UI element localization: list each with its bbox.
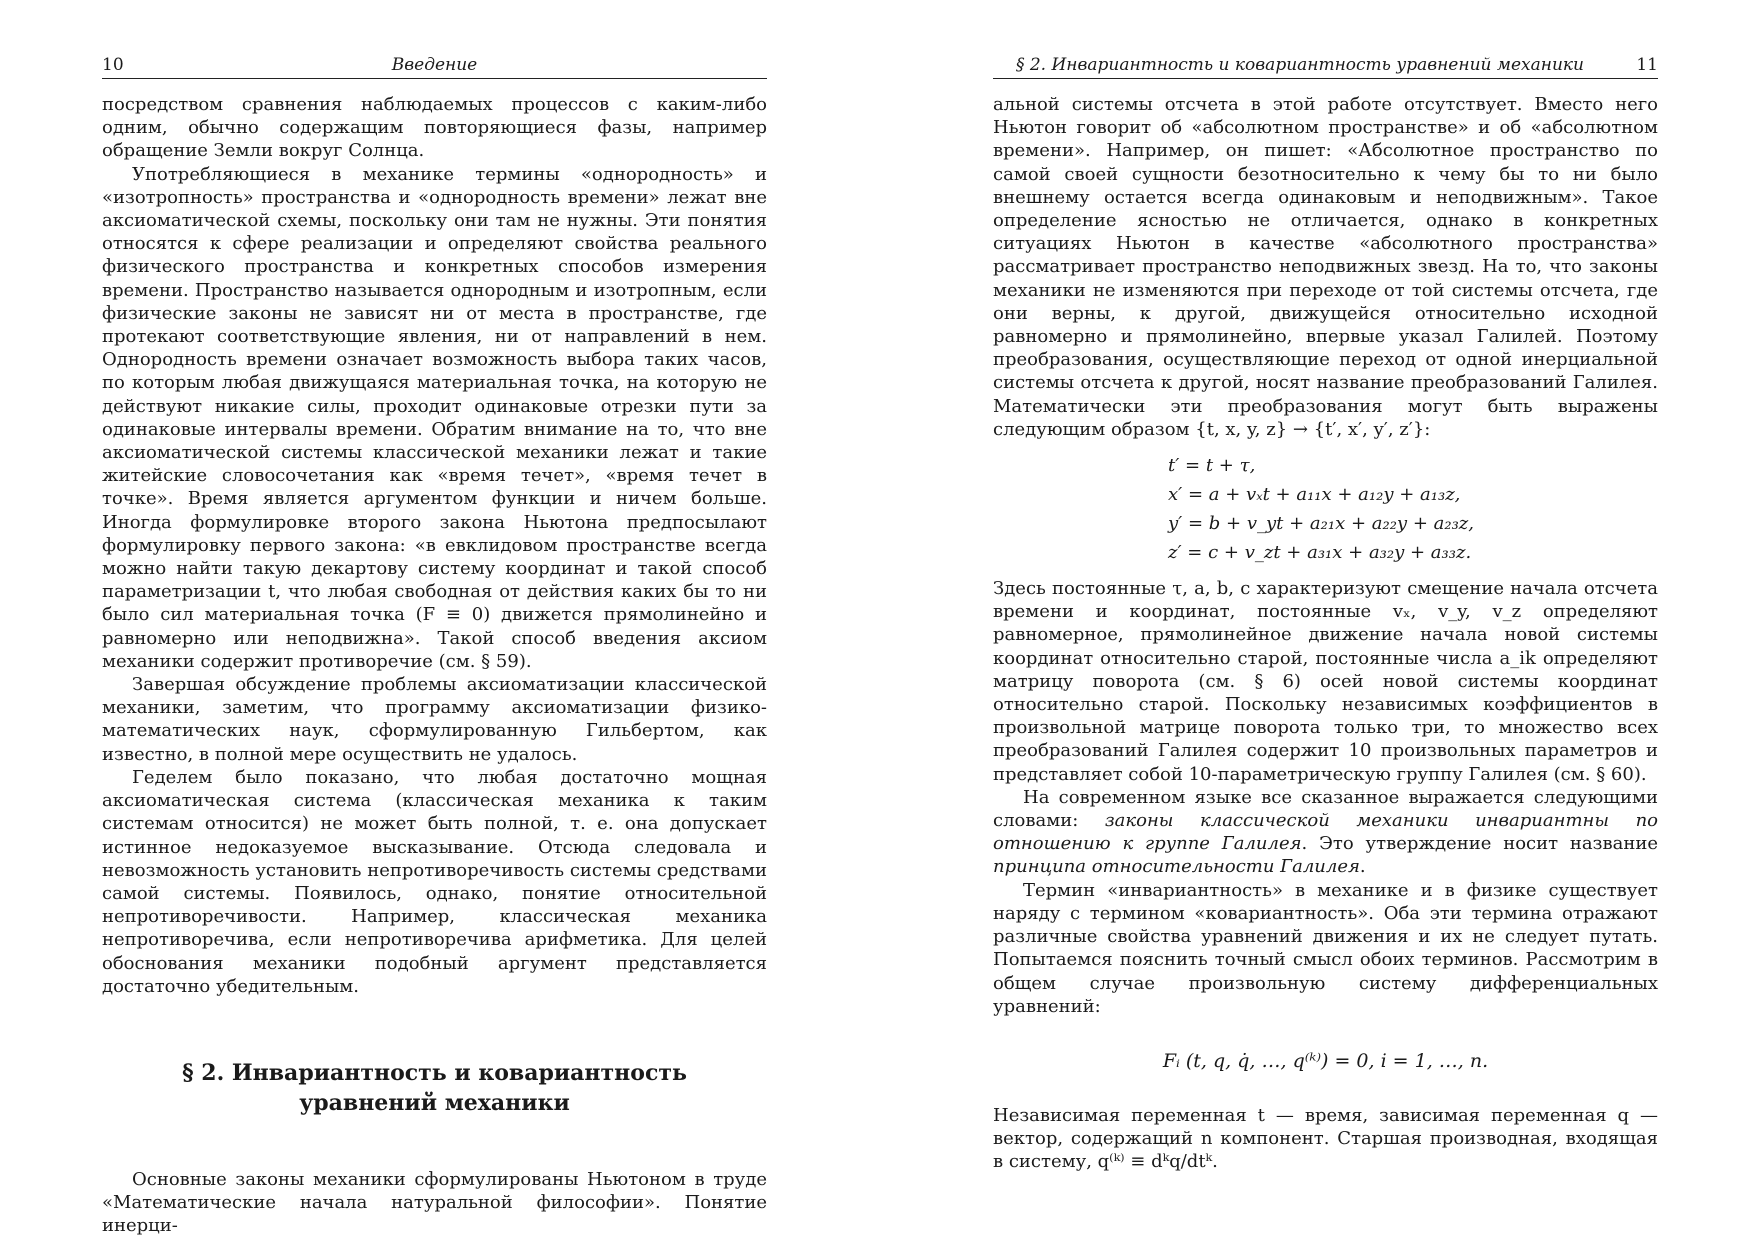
right-page-header: [993, 52, 1658, 79]
section-title-line: уравнений механики: [299, 1089, 570, 1116]
differential-equation: Fᵢ (t, q, q̇, …, q⁽ᵏ⁾) = 0, i = 1, …, n.: [1162, 1049, 1489, 1072]
paragraph: Геделем было показано, что любая достаточно мощная аксиоматическая система (классическая механика к таким системам относится) не может быть полной, т. е. она допускает истинное недоказуемое высказывание. Отсюда следовала и невозможность установить непротиворечивость системы средствами самой системы. Появилось, однако, понятие относительной непротиворечивости. Например, классическая механика непротиворечива, если непротиворечива арифметика. Для целей обоснования механики подобный аргумент представляется достаточно убедительным.: [102, 766, 767, 997]
paragraph: посредством сравнения наблюдаемых процессов с каким-либо одним, обычно содержащим повторяющиеся фазы, например обращение Земли вокруг Солнца.: [102, 94, 767, 162]
paragraph: Употребляющиеся в механике термины «однородность» и «изотропность» пространства и «однородность времени» лежат вне аксиоматической схемы, поскольку они там не нужны. Эти понятия относятся к сфере реализации и определяют свойства реального физического пространства и конкретных способов измерения времени. Пространство называется однородным и изотропным, если физические законы не зависят ни от места в пространстве, где протекают соответствующие явления, ни от направлений в нем. Однородность времени означает возможность выбора таких часов, по которым любая движущаяся материальная точка, на которую не действуют никакие силы, проходит одинаковые отрезки пути за одинаковые интервалы времени. Обратим внимание на то, что вне аксиоматической системы классической механики лежат и такие житейские словосочетания как «время течет», «время течет в точке». Время является аргументом функции и ничем больше. Иногда формулировке второго закона Ньютона предпосылают формулировку первого закона: «в евклидовом пространстве всегда можно найти такую декартову систему координат и такой способ параметризации t, что любая свободная от действия каких бы то ни было сил материальная точка (F ≡ 0) движется прямолинейно и равномерно или неподвижна». Такой способ введения аксиом механики содержит противоречие (см. § 59).: [102, 163, 767, 672]
text-run: На современном языке все сказанное выражается следующими словами:: [993, 786, 1658, 832]
equation-line: y′ = b + v_yt + a₂₁x + a₂₂y + a₂₃z,: [1168, 513, 1474, 535]
italic-term: принципа относительности Галилея: [993, 856, 1360, 878]
running-head: § 2. Инвариантность и ковариантность уравнений механики: [1015, 55, 1584, 75]
right-page: [993, 52, 1658, 1174]
equation-line: z′ = c + v_zt + a₃₁x + a₃₂y + a₃₃z.: [1168, 542, 1472, 564]
page-number: 10: [102, 55, 124, 75]
text-run: .: [1359, 856, 1366, 878]
page-number: 11: [1636, 55, 1658, 75]
paragraph: [993, 786, 1658, 879]
text-run: . Это утверждение носит название: [1301, 833, 1658, 855]
equation-line: x′ = a + vₓt + a₁₁x + a₁₂y + a₁₃z,: [1168, 484, 1461, 506]
left-page-header: [102, 52, 767, 79]
right-page-body: [993, 93, 1658, 1174]
paragraph: Независимая переменная t — время, зависимая переменная q — вектор, содержащий n компонент. Старшая производная, входящая в систему, q⁽ᵏ⁾ ≡ dᵏq/dtᵏ.: [993, 1104, 1658, 1173]
galilean-transformation-equations: [1168, 451, 1658, 567]
left-page-body: [102, 93, 767, 1238]
section-title: [102, 1058, 767, 1118]
paragraph: Здесь постоянные τ, a, b, c характеризуют смещение начала отсчета времени и координат, постоянные vₓ, v_y, v_z определяют равномерное, прямолинейное движение начала новой системы координат относительно старой, постоянные числа a_ik определяют матрицу поворота (см. § 6) осей новой системы координат относительно старой. Поскольку независимых коэффициентов в произвольной матрице поворота только три, то множество всех преобразований Галилея содержит 10 произвольных параметров и представляет собой 10-параметрическую группу Галилея (см. § 60).: [993, 578, 1658, 785]
paragraph: Основные законы механики сформулированы Ньютоном в труде «Математические начала натуральной философии». Понятие инерци-: [102, 1168, 767, 1237]
italic-statement: законы классической механики инвариантны по отношению к группе Галилея: [993, 810, 1658, 855]
section-title-line: § 2. Инвариантность и ковариантность: [182, 1059, 687, 1086]
paragraph: Термин «инвариантность» в механике и в физике существует наряду с термином «ковариантность». Оба эти термина отражают различные свойства уравнений движения и их не следует путать. Попытаемся пояснить точный смысл обоих терминов. Рассмотрим в общем случае произвольную систему дифференциальных уравнений:: [993, 879, 1658, 1017]
running-head: Введение: [391, 55, 478, 75]
paragraph: альной системы отсчета в этой работе отсутствует. Вместо него Ньютон говорит об «абсолютном пространстве» и об «абсолютном времени». Например, он пишет: «Абсолютное пространство по самой своей сущности безотносительно к чему бы то ни было внешнему остается всегда одинаковым и неподвижным». Такое определение ясностью не отличается, однако в конкретных ситуациях Ньютон в качестве «абсолютного пространства» рассматривает пространство неподвижных звезд. На то, что законы механики не изменяются при переходе от той системы отсчета, где они верны, к другой, движущейся относительно исходной равномерно и прямолинейно, впервые указал Галилей. Поэтому преобразования, осуществляющие переход от одной инерциальной системы отсчета к другой, носят название преобразований Галилея. Математически эти преобразования могут быть выражены следующим образом {t, x, y, z} → {t′, x′, y′, z′}:: [993, 94, 1658, 440]
left-page: [102, 52, 767, 1238]
equation-line: t′ = t + τ,: [1168, 455, 1256, 477]
paragraph: Завершая обсуждение проблемы аксиоматизации классической механики, заметим, что программу аксиоматизации физико-математических наук, сформулированную Гильбертом, как известно, в полной мере осуществить не удалось.: [102, 674, 767, 765]
